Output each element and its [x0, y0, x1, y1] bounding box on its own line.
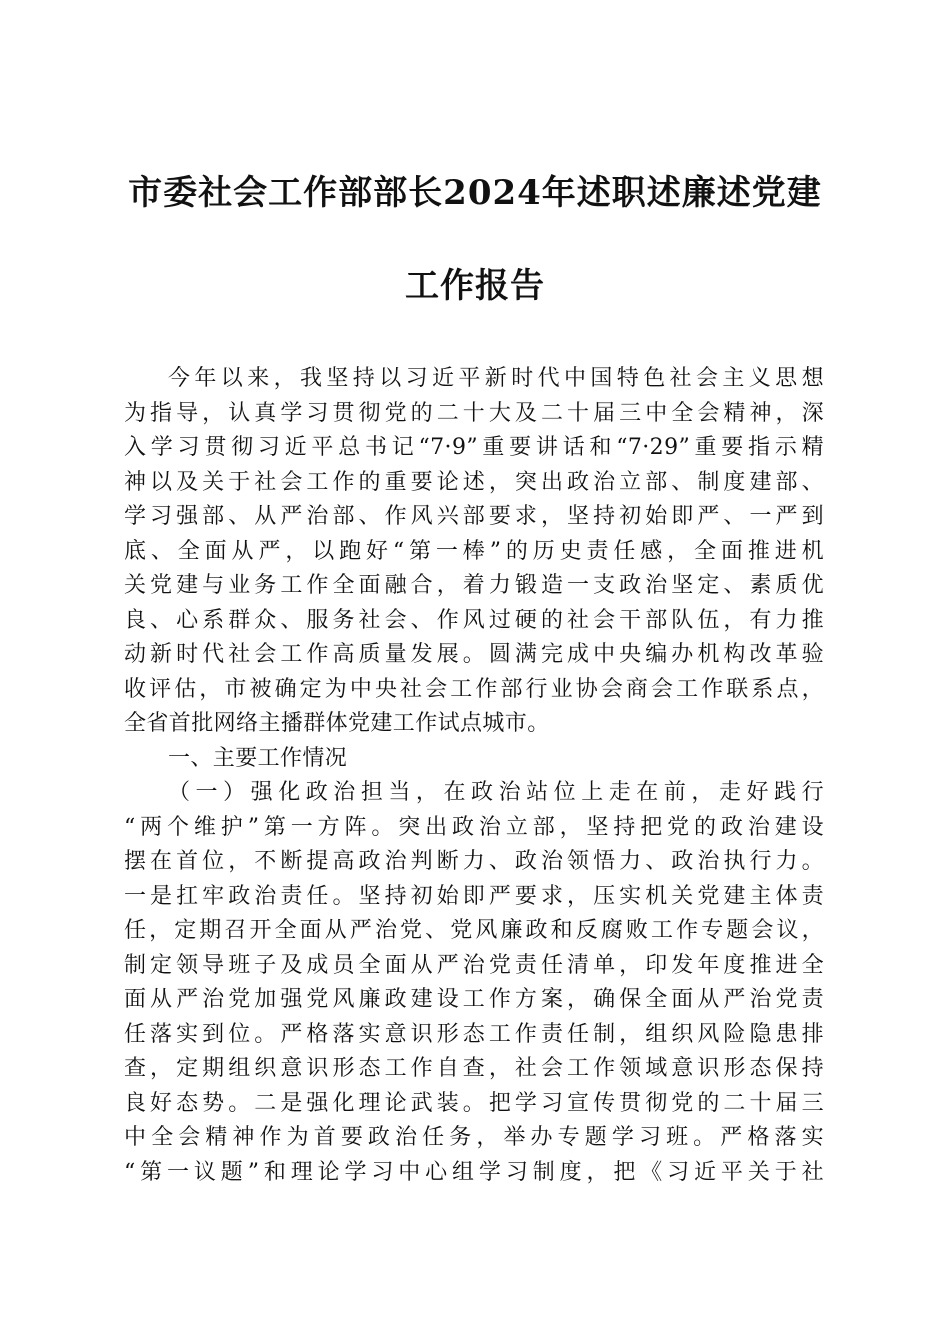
document-title-line-1: 市委社会工作部部长2024年述职述廉述党建	[128, 173, 822, 213]
document-body	[124, 362, 824, 1190]
paragraph-line: 任，定期召开全面从严治党、党风廉政和反腐败工作专题会议，	[124, 918, 824, 943]
paragraph-line: 学习强部、从严治部、作风兴部要求，坚持初始即严、一严到	[124, 504, 824, 529]
paragraph-line: 今年以来，我坚持以习近平新时代中国特色社会主义思想	[168, 366, 824, 391]
paragraph-line: 任落实到位。严格落实意识形态工作责任制，组织风险隐患排	[124, 1021, 824, 1047]
paragraph-line: 中全会精神作为首要政治任务，举办专题学习班。严格落实	[124, 1125, 824, 1150]
paragraph-line: 为指导，认真学习贯彻党的二十大及二十届三中全会精神，深	[124, 400, 824, 426]
paragraph-line: 全省首批网络主播群体党建工作试点城市。	[124, 711, 550, 736]
paragraph-line: “两个维护”第一方阵。突出政治立部，坚持把党的政治建设	[124, 814, 824, 840]
paragraph-line: 神以及关于社会工作的重要论述，突出政治立部、制度建部、	[124, 469, 824, 495]
paragraph-line: 入学习贯彻习近平总书记“7·9”重要讲话和“7·29”重要指示精	[124, 435, 824, 460]
paragraph-line: 良、心系群众、服务社会、作风过硬的社会干部队伍，有力推	[124, 607, 824, 633]
paragraph-line: 底、全面从严，以跑好“第一棒”的历史责任感，全面推进机	[124, 538, 824, 564]
paragraph-line: 关党建与业务工作全面融合，着力锻造一支政治坚定、素质优	[124, 573, 824, 598]
paragraph-line: 制定领导班子及成员全面从严治党责任清单，印发年度推进全	[124, 952, 824, 978]
paragraph-line: 摆在首位，不断提高政治判断力、政治领悟力、政治执行力。	[124, 849, 824, 874]
document-title-line-2: 工作报告	[405, 266, 545, 306]
paragraph-line: 收评估，市被确定为中央社会工作部行业协会商会工作联系点，	[124, 676, 824, 702]
subsection-heading-line: （一）强化政治担当，在政治站位上走在前，走好践行	[168, 780, 824, 805]
paragraph-line: 查，定期组织意识形态工作自查，社会工作领域意识形态保持	[124, 1056, 824, 1081]
paragraph-line: 动新时代社会工作高质量发展。圆满完成中央编办机构改革验	[124, 642, 824, 667]
section-heading: 一、主要工作情况	[168, 745, 348, 771]
paragraph-line: 面从严治党加强党风廉政建设工作方案，确保全面从严治党责	[124, 987, 824, 1012]
paragraph-line: “第一议题”和理论学习中心组学习制度，把《习近平关于社	[124, 1159, 824, 1185]
paragraph-line: 一是扛牢政治责任。坚持初始即严要求，压实机关党建主体责	[124, 883, 824, 909]
paragraph-line: 良好态势。二是强化理论武装。把学习宣传贯彻党的二十届三	[124, 1090, 824, 1116]
